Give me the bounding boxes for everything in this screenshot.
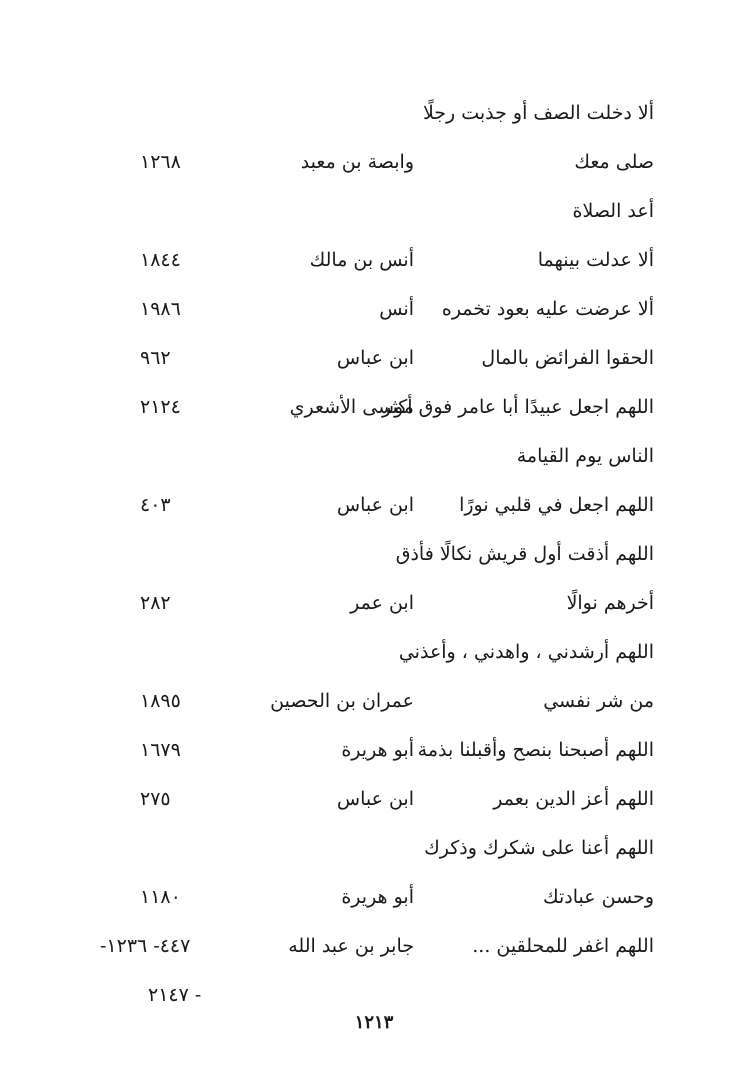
hadith-text: اللهم اجعل في قلبي نورًا bbox=[459, 494, 654, 516]
index-row bbox=[60, 533, 660, 582]
narrator-name: أنس بن مالك bbox=[309, 249, 414, 271]
narrator-name: عمران بن الحصين bbox=[270, 690, 414, 712]
hadith-text: الحقوا الفرائض بالمال bbox=[481, 347, 654, 369]
index-row bbox=[60, 288, 660, 337]
index-row bbox=[60, 484, 660, 533]
hadith-text: أعد الصلاة bbox=[572, 200, 654, 222]
hadith-text: اللهم اجعل عبيدًا أبا عامر فوق أكثر bbox=[382, 396, 654, 418]
narrator-name: جابر بن عبد الله bbox=[288, 935, 414, 957]
narrator-name: ابن عباس bbox=[336, 788, 414, 810]
index-row bbox=[60, 778, 660, 827]
hadith-index-list bbox=[60, 92, 660, 974]
hadith-text: أخرهم نوالًا bbox=[566, 592, 654, 614]
index-row bbox=[60, 435, 660, 484]
index-row bbox=[60, 631, 660, 680]
narrator-name: موسى الأشعري bbox=[289, 396, 414, 418]
hadith-number: ١٩٨٦ bbox=[140, 298, 181, 320]
hadith-text: ألا دخلت الصف أو جذبت رجلًا bbox=[422, 102, 654, 124]
hadith-text: اللهم اغفر للمحلقين ... bbox=[472, 935, 654, 957]
hadith-text: الناس يوم القيامة bbox=[516, 445, 654, 467]
index-row bbox=[60, 680, 660, 729]
hadith-text: اللهم أصبحنا بنصح وأقبلنا بذمة bbox=[417, 739, 654, 761]
hadith-text: من شر نفسي bbox=[543, 690, 654, 712]
hadith-text: اللهم أعنا على شكرك وذكرك bbox=[424, 837, 654, 859]
narrator-name: ابن عباس bbox=[336, 347, 414, 369]
narrator-name: ابن عمر bbox=[350, 592, 414, 614]
hadith-text: اللهم أرشدني ، واهدني ، وأعذني bbox=[398, 641, 654, 663]
index-row bbox=[60, 386, 660, 435]
index-row bbox=[60, 92, 660, 141]
hadith-text: اللهم أذقت أول قريش نكالًا فأذق bbox=[395, 543, 654, 565]
page-number: ١٢١٣ bbox=[354, 1012, 394, 1033]
index-row bbox=[60, 239, 660, 288]
narrator-name: وابصة بن معبد bbox=[300, 151, 414, 173]
hadith-text: وحسن عبادتك bbox=[543, 886, 654, 908]
hadith-text: اللهم أعز الدين بعمر bbox=[493, 788, 654, 810]
narrator-name: أبو هريرة bbox=[341, 739, 414, 761]
index-row bbox=[60, 582, 660, 631]
narrator-name: أبو هريرة bbox=[341, 886, 414, 908]
hadith-text: ألا عدلت بينهما bbox=[537, 249, 654, 271]
index-row bbox=[60, 337, 660, 386]
index-row bbox=[60, 141, 660, 190]
hadith-number: ١٦٧٩ bbox=[140, 739, 181, 761]
hadith-number: ١٢٦٨ bbox=[140, 151, 181, 173]
hadith-number: ١٨٤٤ bbox=[140, 249, 181, 271]
hadith-number: ١١٨٠ bbox=[140, 886, 181, 908]
hadith-text: صلى معك bbox=[574, 151, 654, 173]
narrator-name: أنس bbox=[379, 298, 414, 320]
index-row bbox=[60, 827, 660, 876]
hadith-text: ألا عرضت عليه بعود تخمره bbox=[441, 298, 654, 320]
index-row bbox=[60, 729, 660, 778]
index-row bbox=[60, 190, 660, 239]
hadith-number: ٩٦٢ bbox=[140, 347, 171, 369]
hadith-number: ٢٧٥ bbox=[140, 788, 171, 810]
hadith-number: ٤٠٣ bbox=[140, 494, 171, 516]
hadith-number: ٢٨٢ bbox=[140, 592, 171, 614]
reference-continuation: - ٢١٤٧ bbox=[148, 984, 202, 1006]
hadith-number: ١٨٩٥ bbox=[140, 690, 181, 712]
index-row bbox=[60, 925, 660, 974]
hadith-number: ٤٤٧- ١٢٣٦- bbox=[100, 935, 191, 957]
hadith-number: ٢١٢٤ bbox=[140, 396, 181, 418]
index-row bbox=[60, 876, 660, 925]
narrator-name: ابن عباس bbox=[336, 494, 414, 516]
